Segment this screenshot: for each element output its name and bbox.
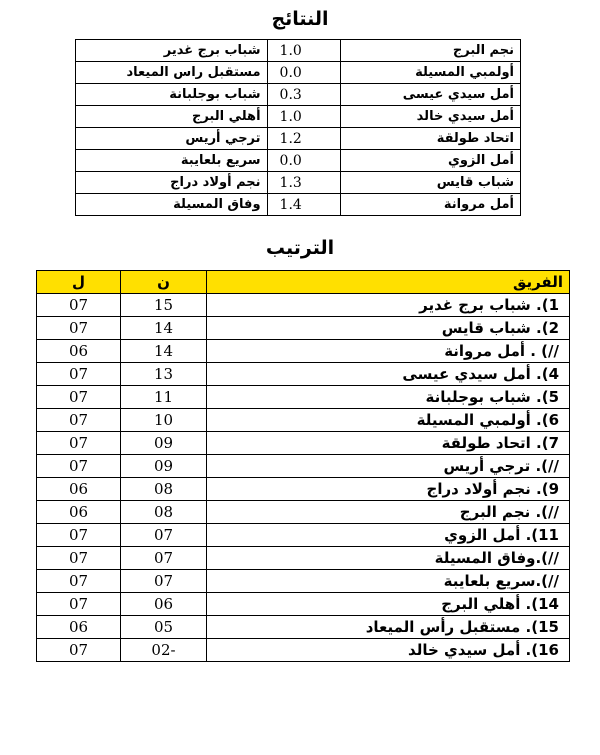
standings-team: 16). أمل سيدي خالد [207,639,570,662]
results-title: النتائج [271,8,329,30]
result-score: 1.0 [267,40,341,62]
standings-points: 08 [121,501,207,524]
result-away-team: أهلي البرج [76,106,268,128]
result-row [76,106,521,128]
standings-points: 02- [121,639,207,662]
standings-played: 07 [37,294,121,317]
standings-team: 2). شباب قايس [207,317,570,340]
result-score: 0.0 [267,62,341,84]
standings-row [37,639,570,662]
result-score: 1.0 [267,106,341,128]
standings-body [37,294,570,662]
result-score: 1.4 [267,194,341,216]
standings-header-row [37,271,570,294]
standings-points: 14 [121,317,207,340]
result-score: 1.2 [267,128,341,150]
standings-played: 07 [37,524,121,547]
standings-team: 11). أمل الزوي [207,524,570,547]
result-home-team: أولمبي المسيلة [341,62,521,84]
standings-played: 07 [37,363,121,386]
standings-row [37,432,570,455]
result-home-team: شباب قايس [341,172,521,194]
standings-team: //).سريع بلعايبة [207,570,570,593]
results-body [76,40,521,216]
standings-points: 06 [121,593,207,616]
header-played: ل [37,271,121,294]
standings-row [37,478,570,501]
result-row [76,62,521,84]
standings-played: 06 [37,478,121,501]
results-table [75,39,521,216]
result-home-team: أمل مروانة [341,194,521,216]
result-row [76,128,521,150]
standings-team: //). ترجي أريس [207,455,570,478]
result-home-team: أمل سيدي خالد [341,106,521,128]
standings-row [37,547,570,570]
standings-points: 05 [121,616,207,639]
standings-row [37,524,570,547]
standings-team: 15). مستقبل رأس الميعاد [207,616,570,639]
standings-points: 08 [121,478,207,501]
result-row [76,172,521,194]
standings-title: الترتيب [265,237,335,259]
standings-row [37,294,570,317]
result-away-team: ترجي أريس [76,128,268,150]
result-row [76,84,521,106]
standings-played: 07 [37,409,121,432]
standings-team: 14). أهلي البرج [207,593,570,616]
standings-row [37,616,570,639]
result-score: 1.3 [267,172,341,194]
result-score: 0.3 [267,84,341,106]
result-away-team: نجم أولاد دراج [76,172,268,194]
standings-played: 07 [37,455,121,478]
standings-team: 4). أمل سيدي عيسى [207,363,570,386]
standings-played: 07 [37,639,121,662]
standings-row [37,501,570,524]
result-row [76,194,521,216]
standings-points: 15 [121,294,207,317]
standings-played: 07 [37,547,121,570]
standings-row [37,386,570,409]
standings-played: 07 [37,432,121,455]
standings-played: 06 [37,340,121,363]
result-away-team: سريع بلعايبة [76,150,268,172]
standings-row [37,317,570,340]
standings-team: //).وفاق المسيلة [207,547,570,570]
standings-row [37,570,570,593]
header-team: الفريق [207,271,570,294]
result-away-team: شباب بوجلبانة [76,84,268,106]
result-home-team: أمل سيدي عيسى [341,84,521,106]
result-away-team: شباب برج غدير [76,40,268,62]
standings-points: 10 [121,409,207,432]
result-away-team: مستقبل راس الميعاد [76,62,268,84]
standings-team: //) . أمل مروانة [207,340,570,363]
standings-points: 13 [121,363,207,386]
standings-points: 14 [121,340,207,363]
standings-played: 07 [37,386,121,409]
standings-points: 07 [121,547,207,570]
standings-team: 6). أولمبي المسيلة [207,409,570,432]
standings-row [37,409,570,432]
standings-points: 07 [121,524,207,547]
standings-row [37,340,570,363]
standings-team: 1). شباب برج غدير [207,294,570,317]
result-away-team: وفاق المسيلة [76,194,268,216]
standings-played: 07 [37,593,121,616]
result-row [76,150,521,172]
standings-played: 07 [37,317,121,340]
standings-played: 07 [37,570,121,593]
result-score: 0.0 [267,150,341,172]
standings-team: 9). نجم أولاد دراج [207,478,570,501]
standings-row [37,363,570,386]
result-home-team: اتحاد طولقة [341,128,521,150]
standings-points: 11 [121,386,207,409]
standings-table [36,270,570,662]
standings-row [37,593,570,616]
result-home-team: أمل الزوي [341,150,521,172]
standings-team: //). نجم البرج [207,501,570,524]
standings-team: 5). شباب بوجلبانة [207,386,570,409]
standings-played: 06 [37,616,121,639]
standings-points: 07 [121,570,207,593]
result-row [76,40,521,62]
header-points: ن [121,271,207,294]
standings-team: 7). اتحاد طولقة [207,432,570,455]
result-home-team: نجم البرج [341,40,521,62]
standings-row [37,455,570,478]
standings-points: 09 [121,432,207,455]
standings-points: 09 [121,455,207,478]
standings-played: 06 [37,501,121,524]
